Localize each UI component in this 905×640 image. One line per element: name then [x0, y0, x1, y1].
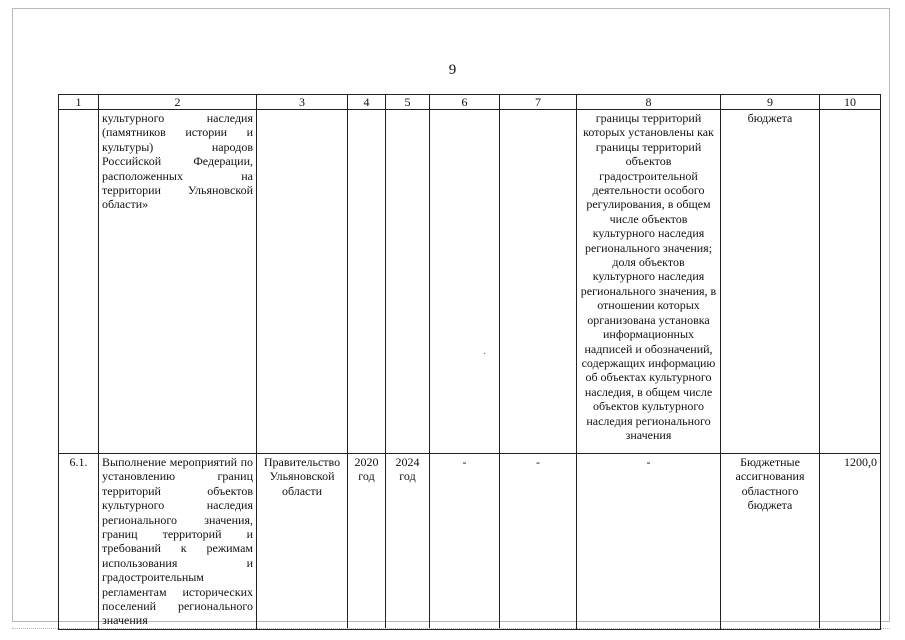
col-header: 7: [500, 95, 577, 110]
cell-col6: -: [430, 454, 500, 630]
page-number: 9: [448, 62, 457, 78]
col-header: 10: [820, 95, 881, 110]
header-row: [59, 95, 881, 110]
cell-executor: [257, 110, 348, 454]
cell-number: [59, 110, 99, 454]
table-row: [59, 110, 881, 454]
cell-executor: Правительство Ульяновской области: [257, 454, 348, 630]
cell-funding-source: бюджета: [721, 110, 820, 454]
scan-edge: [12, 628, 890, 630]
cell-indicator: -: [577, 454, 721, 630]
col-header: 4: [348, 95, 386, 110]
cell-event-name: культурного наследия (памятников истории и культуры) народов Российской Федерации, расположенных на территории Ульяновской области»: [99, 110, 257, 454]
cell-funding-source: Бюджетные ассигнования областного бюджета: [721, 454, 820, 630]
cell-indicator: границы территорий которых установлены как границы территорий объектов градостроительной деятельности особого регулирования, в общем числе объектов культурного наследия регионального значения; доля объектов культурного наследия регионального значения, в отношении которых организована установка информационных надписей и обозначений, содержащих информацию об объектах культурного наследия, в общем числе объектов культурного наследия регионального значения: [577, 110, 721, 454]
cell-col7: -: [500, 454, 577, 630]
cell-amount: [820, 110, 881, 454]
col-header: 5: [386, 95, 430, 110]
col-header: 6: [430, 95, 500, 110]
scan-speck: ·: [483, 349, 487, 360]
table-row: [59, 454, 881, 630]
col-header: 9: [721, 95, 820, 110]
program-table: [58, 94, 881, 630]
cell-start-year: 2020 год: [348, 454, 386, 630]
col-header: 3: [257, 95, 348, 110]
cell-start-year: [348, 110, 386, 454]
cell-end-year: 2024 год: [386, 454, 430, 630]
cell-amount: 1200,0: [820, 454, 881, 630]
col-header: 1: [59, 95, 99, 110]
cell-end-year: [386, 110, 430, 454]
col-header: 8: [577, 95, 721, 110]
cell-col6: [430, 110, 500, 454]
cell-number: 6.1.: [59, 454, 99, 630]
cell-event-name: Выполнение мероприятий по установлению границ территорий объектов культурного наследия регионального значения, границ территорий и требований к режимам использования и градостроительным регламентам исторических поселений регионального значения: [99, 454, 257, 630]
cell-col7: [500, 110, 577, 454]
col-header: 2: [99, 95, 257, 110]
